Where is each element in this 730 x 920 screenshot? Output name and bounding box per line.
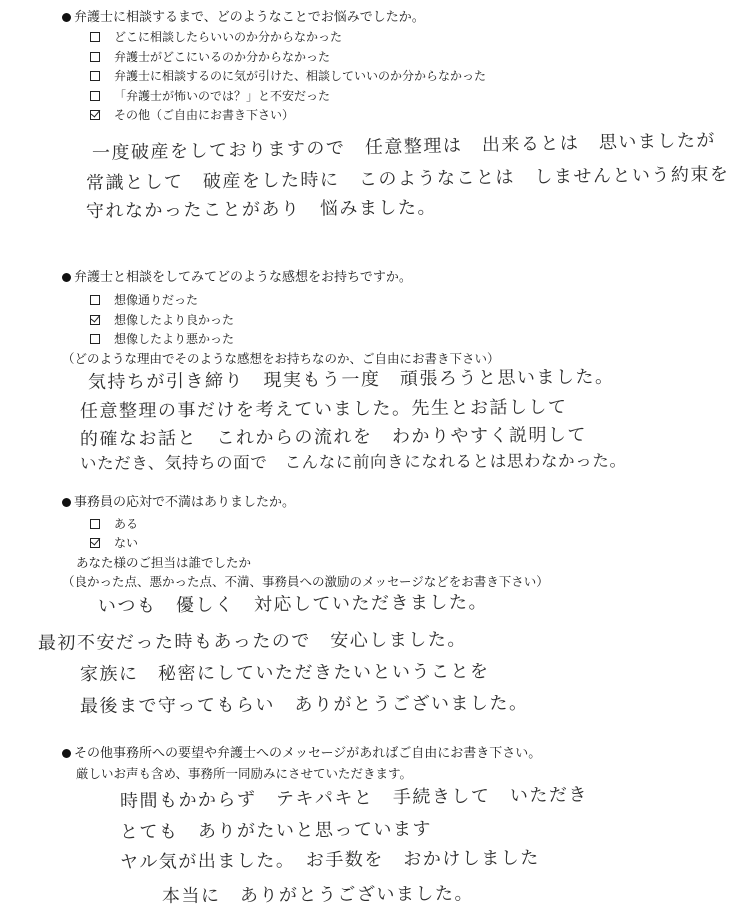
question-3-text: 事務員の応対で不満はありましたか。 — [74, 495, 296, 510]
question-4 — [62, 746, 541, 762]
option-2-3[interactable] — [90, 332, 234, 347]
checkbox-checked[interactable] — [90, 315, 100, 325]
checkbox[interactable] — [90, 295, 100, 305]
handwritten-answer-3-line-4: 最後まで守ってもらい ありがとうございました。 — [79, 692, 529, 717]
bullet-icon — [62, 749, 71, 758]
question-4-text: その他事務所への要望や弁護士へのメッセージがあればご自由にお書き下さい。 — [74, 746, 542, 761]
option-3-2[interactable] — [90, 536, 138, 551]
handwritten-answer-3-line-3: 家族に 秘密にしていただきたいということを — [79, 661, 490, 685]
checkbox[interactable] — [90, 519, 100, 529]
option-label: ある — [114, 517, 139, 531]
option-1-2[interactable] — [90, 50, 330, 65]
section-3-sub-question: あなた様のご担当は誰でしたか — [76, 555, 252, 570]
handwritten-answer-1-line-1: 一度破産をしておりますので 任意整理は 出来るとは 思いましたが — [91, 129, 717, 164]
option-label: 弁護士がどこにいるのか分からなかった — [114, 50, 331, 64]
section-2-note: （どのような理由でそのような感想をお持ちなのか、ご自由にお書き下さい） — [62, 351, 500, 366]
handwritten-answer-4-line-2: とても ありがたいと思っています — [119, 818, 433, 843]
option-3-1[interactable] — [90, 517, 138, 532]
bullet-icon — [62, 13, 71, 22]
handwritten-answer-1-line-2: 常識として 破産をした時に このようなことは しませんという約束を — [85, 164, 730, 194]
checkbox-checked[interactable] — [90, 538, 100, 548]
handwritten-answer-2-line-2: 任意整理の事だけを考えていました。先生とお話しして — [79, 396, 568, 422]
option-label: 「弁護士が怖いのでは？」と不安だった — [114, 89, 331, 103]
option-label: 弁護士に相談するのに気が引けた、相談していいのか分からなかった — [114, 69, 487, 83]
section-4-note: 厳しいお声も含め、事務所一同励みにさせていただきます。 — [76, 766, 413, 781]
handwritten-answer-2-line-4: いただき、気持ちの面で こんなに前向きになれるとは思わなかった。 — [79, 451, 627, 473]
handwritten-answer-2-line-1: 気持ちが引き締り 現実もう一度 頑張ろうと思いました。 — [87, 366, 615, 393]
checkbox[interactable] — [90, 71, 100, 81]
handwritten-answer-2-line-3: 的確なお話と これからの流れを わかりやすく説明して — [79, 424, 588, 450]
option-label: どこに相談したらいいのか分からなかった — [114, 30, 343, 44]
bullet-icon — [62, 273, 71, 282]
option-1-4[interactable] — [90, 89, 330, 104]
handwritten-answer-4-line-4: 本当に ありがとうございました。 — [161, 883, 475, 907]
option-label: ない — [114, 536, 139, 550]
option-1-1[interactable] — [90, 30, 342, 45]
option-label: 想像通りだった — [114, 293, 199, 307]
handwritten-answer-1-line-3: 守れなかったことがあり 悩みました。 — [85, 197, 438, 222]
checkbox[interactable] — [90, 52, 100, 62]
option-1-3[interactable] — [90, 69, 486, 84]
handwritten-answer-3-line-1: いつも 優しく 対応していただきました。 — [97, 591, 489, 617]
checkbox[interactable] — [90, 32, 100, 42]
handwritten-answer-3-line-2: 最初不安だった時もあったので 安心しました。 — [37, 629, 467, 654]
option-label: その他（ご自由にお書き下さい） — [114, 108, 295, 122]
option-1-5[interactable] — [90, 108, 294, 123]
question-1 — [62, 10, 425, 26]
handwritten-answer-4-line-1: 時間もかからず テキパキと 手続きして いただき — [119, 784, 589, 812]
option-2-2[interactable] — [90, 313, 234, 328]
checkbox-checked[interactable] — [90, 110, 100, 120]
bullet-icon — [62, 498, 71, 507]
checkbox[interactable] — [90, 91, 100, 101]
option-label: 想像したより良かった — [114, 313, 235, 327]
handwritten-answer-4-line-3: ヤル気が出ました。 お手数を おかけしました — [119, 847, 540, 873]
checkbox[interactable] — [90, 334, 100, 344]
question-1-text: 弁護士に相談するまで、どのようなことでお悩みでしたか。 — [74, 10, 425, 25]
question-3 — [62, 495, 295, 511]
option-2-1[interactable] — [90, 293, 198, 308]
option-label: 想像したより悪かった — [114, 332, 235, 346]
question-2-text: 弁護士と相談をしてみてどのような感想をお持ちですか。 — [74, 270, 412, 285]
question-2 — [62, 270, 412, 286]
section-3-note: （良かった点、悪かった点、不満、事務員への激励のメッセージなどをお書き下さい） — [62, 574, 549, 589]
